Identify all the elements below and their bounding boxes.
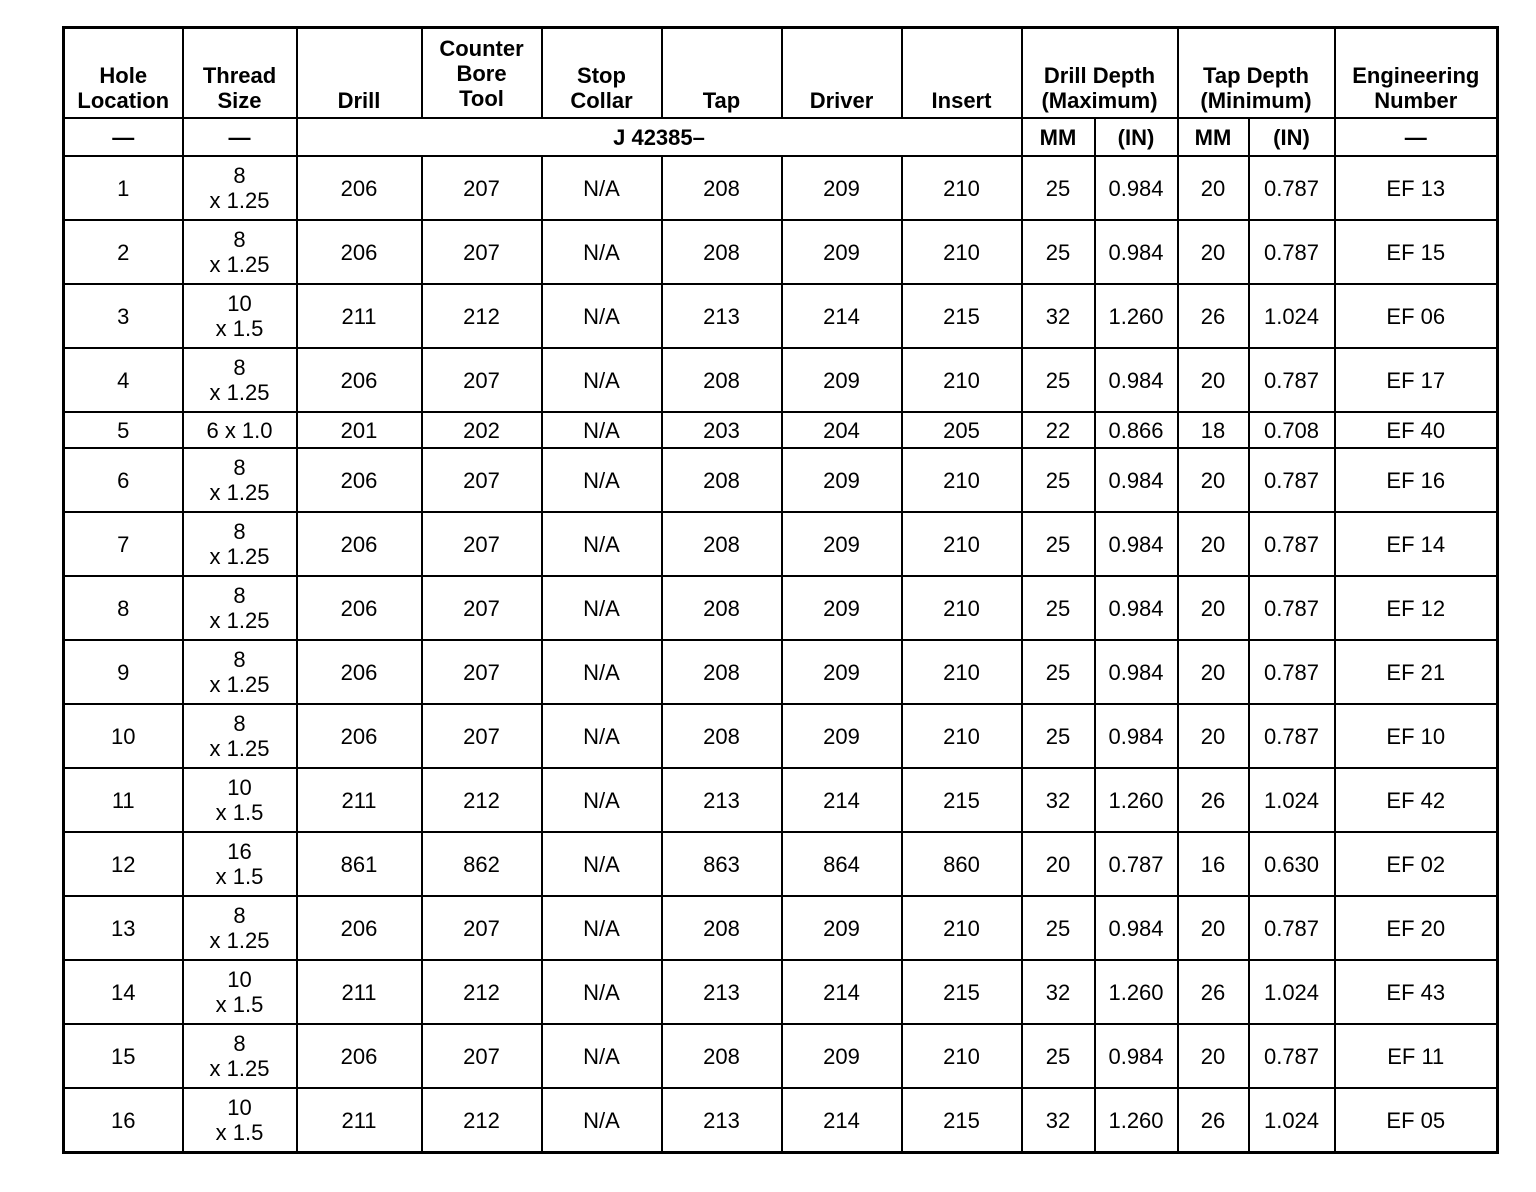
cell-tap-depth-in: 1.024 bbox=[1249, 284, 1335, 348]
cell-tap-depth-mm: 20 bbox=[1178, 220, 1249, 284]
cell-hole-location: 14 bbox=[64, 960, 183, 1024]
thread-size-value: 6 x 1.0 bbox=[206, 417, 273, 443]
cell-hole-location: 15 bbox=[64, 1024, 183, 1088]
cell-insert: 205 bbox=[902, 412, 1022, 448]
cell-thread-size bbox=[183, 640, 297, 704]
thread-size-value: 16 x 1.5 bbox=[215, 839, 264, 889]
cell-hole-location: 11 bbox=[64, 768, 183, 832]
cell-thread-size bbox=[183, 412, 297, 448]
cell-stop-collar: N/A bbox=[542, 704, 662, 768]
cell-drill-depth-in: 0.984 bbox=[1095, 1024, 1178, 1088]
cell-engineering-number: EF 21 bbox=[1335, 640, 1498, 704]
table-row bbox=[64, 640, 1498, 704]
thread-size-value: 10 x 1.5 bbox=[215, 291, 264, 341]
cell-stop-collar: N/A bbox=[542, 1024, 662, 1088]
cell-tap-depth-mm: 20 bbox=[1178, 512, 1249, 576]
cell-stop-collar: N/A bbox=[542, 896, 662, 960]
cell-tap: 208 bbox=[662, 512, 782, 576]
cell-drill-depth-mm: 22 bbox=[1022, 412, 1095, 448]
cell-drill-depth-mm: 25 bbox=[1022, 348, 1095, 412]
cell-drill: 206 bbox=[297, 156, 422, 220]
cell-counter-bore-tool: 207 bbox=[422, 348, 542, 412]
cell-drill-depth-in: 0.984 bbox=[1095, 896, 1178, 960]
cell-drill-depth-in: 0.984 bbox=[1095, 348, 1178, 412]
cell-stop-collar: N/A bbox=[542, 512, 662, 576]
cell-insert: 215 bbox=[902, 960, 1022, 1024]
cell-hole-location: 9 bbox=[64, 640, 183, 704]
cell-drill-depth-in: 0.866 bbox=[1095, 412, 1178, 448]
cell-counter-bore-tool: 207 bbox=[422, 576, 542, 640]
cell-tap-depth-in: 1.024 bbox=[1249, 960, 1335, 1024]
cell-tap-depth-in: 0.787 bbox=[1249, 704, 1335, 768]
cell-tap-depth-mm: 26 bbox=[1178, 1088, 1249, 1153]
cell-thread-size bbox=[183, 704, 297, 768]
cell-driver: 214 bbox=[782, 1088, 902, 1153]
col-header-stop-collar: Stop Collar bbox=[542, 28, 662, 119]
cell-drill-depth-mm: 25 bbox=[1022, 448, 1095, 512]
cell-tap-depth-mm: 26 bbox=[1178, 768, 1249, 832]
cell-tap-depth-in: 0.787 bbox=[1249, 640, 1335, 704]
cell-tap: 208 bbox=[662, 704, 782, 768]
cell-engineering-number: EF 16 bbox=[1335, 448, 1498, 512]
table-body bbox=[64, 156, 1498, 1153]
cell-thread-size bbox=[183, 896, 297, 960]
cell-counter-bore-tool: 207 bbox=[422, 448, 542, 512]
subheader-tool-prefix: J 42385– bbox=[297, 118, 1022, 156]
cell-tap-depth-in: 0.787 bbox=[1249, 348, 1335, 412]
cell-insert: 215 bbox=[902, 1088, 1022, 1153]
thread-size-value: 8 x 1.25 bbox=[209, 227, 270, 277]
cell-driver: 209 bbox=[782, 448, 902, 512]
cell-thread-size bbox=[183, 448, 297, 512]
cell-engineering-number: EF 11 bbox=[1335, 1024, 1498, 1088]
cell-engineering-number: EF 17 bbox=[1335, 348, 1498, 412]
subheader-thread-size: — bbox=[183, 118, 297, 156]
table-row bbox=[64, 1088, 1498, 1153]
cell-insert: 215 bbox=[902, 284, 1022, 348]
cell-counter-bore-tool: 207 bbox=[422, 1024, 542, 1088]
cell-counter-bore-tool: 207 bbox=[422, 896, 542, 960]
cell-stop-collar: N/A bbox=[542, 576, 662, 640]
cell-drill-depth-in: 0.984 bbox=[1095, 512, 1178, 576]
cell-thread-size bbox=[183, 960, 297, 1024]
cell-drill: 206 bbox=[297, 348, 422, 412]
cell-counter-bore-tool: 212 bbox=[422, 1088, 542, 1153]
thread-size-value: 8 x 1.25 bbox=[209, 163, 270, 213]
cell-tap-depth-in: 0.787 bbox=[1249, 448, 1335, 512]
cell-engineering-number: EF 06 bbox=[1335, 284, 1498, 348]
cell-counter-bore-tool: 212 bbox=[422, 284, 542, 348]
table-row bbox=[64, 448, 1498, 512]
cell-counter-bore-tool: 212 bbox=[422, 960, 542, 1024]
cell-drill: 206 bbox=[297, 220, 422, 284]
cell-engineering-number: EF 40 bbox=[1335, 412, 1498, 448]
cell-counter-bore-tool: 212 bbox=[422, 768, 542, 832]
cell-insert: 215 bbox=[902, 768, 1022, 832]
table-row bbox=[64, 832, 1498, 896]
cell-engineering-number: EF 10 bbox=[1335, 704, 1498, 768]
col-header-tap: Tap bbox=[662, 28, 782, 119]
col-header-drill-depth: Drill Depth (Maximum) bbox=[1022, 28, 1178, 119]
cell-insert: 210 bbox=[902, 896, 1022, 960]
thread-size-value: 10 x 1.5 bbox=[215, 967, 264, 1017]
cell-drill-depth-in: 0.984 bbox=[1095, 156, 1178, 220]
subheader-tap-depth-in: (IN) bbox=[1249, 118, 1335, 156]
table-row bbox=[64, 512, 1498, 576]
col-header-tap-depth: Tap Depth (Minimum) bbox=[1178, 28, 1335, 119]
cell-thread-size bbox=[183, 156, 297, 220]
cell-stop-collar: N/A bbox=[542, 448, 662, 512]
cell-tap: 208 bbox=[662, 576, 782, 640]
cell-tap-depth-mm: 20 bbox=[1178, 704, 1249, 768]
cell-drill-depth-in: 1.260 bbox=[1095, 960, 1178, 1024]
cell-drill: 211 bbox=[297, 768, 422, 832]
thread-size-value: 8 x 1.25 bbox=[209, 1031, 270, 1081]
cell-counter-bore-tool: 207 bbox=[422, 704, 542, 768]
cell-drill-depth-mm: 25 bbox=[1022, 220, 1095, 284]
cell-driver: 204 bbox=[782, 412, 902, 448]
cell-tap: 208 bbox=[662, 896, 782, 960]
cell-tap-depth-in: 0.787 bbox=[1249, 220, 1335, 284]
cell-insert: 210 bbox=[902, 448, 1022, 512]
cell-drill-depth-mm: 32 bbox=[1022, 768, 1095, 832]
cell-hole-location: 3 bbox=[64, 284, 183, 348]
cell-thread-size bbox=[183, 832, 297, 896]
cell-stop-collar: N/A bbox=[542, 412, 662, 448]
cell-hole-location: 12 bbox=[64, 832, 183, 896]
cell-tap-depth-mm: 16 bbox=[1178, 832, 1249, 896]
cell-tap: 208 bbox=[662, 448, 782, 512]
cell-drill-depth-mm: 20 bbox=[1022, 832, 1095, 896]
cell-stop-collar: N/A bbox=[542, 1088, 662, 1153]
cell-hole-location: 13 bbox=[64, 896, 183, 960]
cell-engineering-number: EF 05 bbox=[1335, 1088, 1498, 1153]
subheader-tap-depth-mm: MM bbox=[1178, 118, 1249, 156]
cell-thread-size bbox=[183, 512, 297, 576]
cell-drill-depth-mm: 25 bbox=[1022, 512, 1095, 576]
cell-driver: 209 bbox=[782, 640, 902, 704]
cell-drill-depth-mm: 32 bbox=[1022, 960, 1095, 1024]
cell-hole-location: 16 bbox=[64, 1088, 183, 1153]
table-row bbox=[64, 284, 1498, 348]
cell-drill: 206 bbox=[297, 448, 422, 512]
cell-driver: 214 bbox=[782, 768, 902, 832]
cell-tap-depth-in: 1.024 bbox=[1249, 1088, 1335, 1153]
cell-tap-depth-in: 0.708 bbox=[1249, 412, 1335, 448]
cell-insert: 210 bbox=[902, 1024, 1022, 1088]
cell-stop-collar: N/A bbox=[542, 348, 662, 412]
cell-drill-depth-in: 0.787 bbox=[1095, 832, 1178, 896]
cell-drill-depth-mm: 25 bbox=[1022, 640, 1095, 704]
unit-header-row bbox=[64, 118, 1498, 156]
cell-tap: 213 bbox=[662, 1088, 782, 1153]
cell-tap: 208 bbox=[662, 640, 782, 704]
cell-drill-depth-in: 1.260 bbox=[1095, 1088, 1178, 1153]
cell-tap-depth-mm: 20 bbox=[1178, 156, 1249, 220]
cell-drill: 211 bbox=[297, 284, 422, 348]
cell-tap: 208 bbox=[662, 220, 782, 284]
cell-driver: 209 bbox=[782, 704, 902, 768]
cell-tap-depth-mm: 20 bbox=[1178, 448, 1249, 512]
cell-tap-depth-mm: 20 bbox=[1178, 640, 1249, 704]
cell-drill-depth-mm: 25 bbox=[1022, 576, 1095, 640]
cell-hole-location: 8 bbox=[64, 576, 183, 640]
cell-insert: 210 bbox=[902, 512, 1022, 576]
cell-tap-depth-in: 0.787 bbox=[1249, 896, 1335, 960]
thread-size-value: 8 x 1.25 bbox=[209, 455, 270, 505]
table-row bbox=[64, 896, 1498, 960]
cell-engineering-number: EF 12 bbox=[1335, 576, 1498, 640]
cell-drill-depth-in: 0.984 bbox=[1095, 576, 1178, 640]
cell-counter-bore-tool: 202 bbox=[422, 412, 542, 448]
cell-drill-depth-in: 0.984 bbox=[1095, 220, 1178, 284]
cell-drill: 206 bbox=[297, 640, 422, 704]
cell-tap: 863 bbox=[662, 832, 782, 896]
column-header-row bbox=[64, 28, 1498, 119]
thread-size-value: 8 x 1.25 bbox=[209, 519, 270, 569]
cell-tap: 203 bbox=[662, 412, 782, 448]
cell-drill-depth-mm: 32 bbox=[1022, 284, 1095, 348]
cell-stop-collar: N/A bbox=[542, 768, 662, 832]
cell-engineering-number: EF 20 bbox=[1335, 896, 1498, 960]
cell-drill: 206 bbox=[297, 576, 422, 640]
table-row bbox=[64, 348, 1498, 412]
thread-size-value: 8 x 1.25 bbox=[209, 711, 270, 761]
subheader-drill-depth-mm: MM bbox=[1022, 118, 1095, 156]
cell-driver: 209 bbox=[782, 1024, 902, 1088]
cell-thread-size bbox=[183, 768, 297, 832]
cell-insert: 860 bbox=[902, 832, 1022, 896]
table-row bbox=[64, 220, 1498, 284]
cell-thread-size bbox=[183, 1024, 297, 1088]
cell-counter-bore-tool: 207 bbox=[422, 220, 542, 284]
cell-driver: 209 bbox=[782, 896, 902, 960]
subheader-hole-location: — bbox=[64, 118, 183, 156]
col-header-drill: Drill bbox=[297, 28, 422, 119]
cell-engineering-number: EF 14 bbox=[1335, 512, 1498, 576]
cell-thread-size bbox=[183, 576, 297, 640]
cell-tap-depth-in: 0.787 bbox=[1249, 1024, 1335, 1088]
cell-drill: 201 bbox=[297, 412, 422, 448]
cell-stop-collar: N/A bbox=[542, 960, 662, 1024]
col-header-hole-location: Hole Location bbox=[64, 28, 183, 119]
cell-drill-depth-in: 0.984 bbox=[1095, 448, 1178, 512]
cell-tap-depth-mm: 20 bbox=[1178, 1024, 1249, 1088]
cell-hole-location: 7 bbox=[64, 512, 183, 576]
tool-specification-sheet bbox=[62, 26, 1496, 1154]
cell-tap: 213 bbox=[662, 768, 782, 832]
table-row bbox=[64, 576, 1498, 640]
cell-tap: 208 bbox=[662, 156, 782, 220]
cell-drill: 206 bbox=[297, 896, 422, 960]
cell-hole-location: 2 bbox=[64, 220, 183, 284]
col-header-driver: Driver bbox=[782, 28, 902, 119]
cell-stop-collar: N/A bbox=[542, 284, 662, 348]
cell-tap: 208 bbox=[662, 1024, 782, 1088]
cell-hole-location: 4 bbox=[64, 348, 183, 412]
cell-stop-collar: N/A bbox=[542, 640, 662, 704]
cell-drill: 861 bbox=[297, 832, 422, 896]
cell-engineering-number: EF 43 bbox=[1335, 960, 1498, 1024]
cell-stop-collar: N/A bbox=[542, 220, 662, 284]
cell-driver: 214 bbox=[782, 284, 902, 348]
subheader-engineering-number: — bbox=[1335, 118, 1498, 156]
cell-insert: 210 bbox=[902, 704, 1022, 768]
cell-drill-depth-in: 1.260 bbox=[1095, 768, 1178, 832]
thread-size-value: 10 x 1.5 bbox=[215, 775, 264, 825]
table-row bbox=[64, 960, 1498, 1024]
thread-size-value: 8 x 1.25 bbox=[209, 647, 270, 697]
cell-thread-size bbox=[183, 1088, 297, 1153]
cell-insert: 210 bbox=[902, 576, 1022, 640]
cell-engineering-number: EF 02 bbox=[1335, 832, 1498, 896]
cell-counter-bore-tool: 207 bbox=[422, 156, 542, 220]
tool-spec-table bbox=[62, 26, 1499, 1154]
cell-drill: 206 bbox=[297, 704, 422, 768]
cell-drill-depth-mm: 25 bbox=[1022, 896, 1095, 960]
cell-tap-depth-in: 0.787 bbox=[1249, 156, 1335, 220]
table-row bbox=[64, 704, 1498, 768]
cell-hole-location: 10 bbox=[64, 704, 183, 768]
cell-tap-depth-in: 0.787 bbox=[1249, 512, 1335, 576]
cell-driver: 209 bbox=[782, 156, 902, 220]
cell-hole-location: 1 bbox=[64, 156, 183, 220]
cell-counter-bore-tool: 207 bbox=[422, 512, 542, 576]
cell-thread-size bbox=[183, 284, 297, 348]
thread-size-value: 8 x 1.25 bbox=[209, 583, 270, 633]
col-header-engineering-number: Engineering Number bbox=[1335, 28, 1498, 119]
cell-driver: 209 bbox=[782, 576, 902, 640]
cell-drill: 206 bbox=[297, 1024, 422, 1088]
cell-engineering-number: EF 42 bbox=[1335, 768, 1498, 832]
table-row bbox=[64, 768, 1498, 832]
cell-thread-size bbox=[183, 220, 297, 284]
table-row bbox=[64, 156, 1498, 220]
cell-tap-depth-in: 0.630 bbox=[1249, 832, 1335, 896]
cell-tap-depth-mm: 18 bbox=[1178, 412, 1249, 448]
cell-stop-collar: N/A bbox=[542, 832, 662, 896]
cell-tap-depth-mm: 20 bbox=[1178, 348, 1249, 412]
cell-tap: 213 bbox=[662, 284, 782, 348]
col-header-thread-size: Thread Size bbox=[183, 28, 297, 119]
cell-tap-depth-in: 0.787 bbox=[1249, 576, 1335, 640]
thread-size-value: 8 x 1.25 bbox=[209, 903, 270, 953]
cell-drill-depth-in: 0.984 bbox=[1095, 640, 1178, 704]
cell-tap-depth-mm: 20 bbox=[1178, 576, 1249, 640]
cell-insert: 210 bbox=[902, 348, 1022, 412]
cell-drill-depth-mm: 32 bbox=[1022, 1088, 1095, 1153]
col-header-insert: Insert bbox=[902, 28, 1022, 119]
cell-tap: 213 bbox=[662, 960, 782, 1024]
cell-driver: 209 bbox=[782, 220, 902, 284]
cell-drill: 211 bbox=[297, 1088, 422, 1153]
cell-tap-depth-mm: 20 bbox=[1178, 896, 1249, 960]
cell-insert: 210 bbox=[902, 640, 1022, 704]
cell-counter-bore-tool: 207 bbox=[422, 640, 542, 704]
cell-counter-bore-tool: 862 bbox=[422, 832, 542, 896]
cell-insert: 210 bbox=[902, 156, 1022, 220]
thread-size-value: 10 x 1.5 bbox=[215, 1095, 264, 1145]
cell-driver: 214 bbox=[782, 960, 902, 1024]
cell-hole-location: 5 bbox=[64, 412, 183, 448]
cell-drill-depth-mm: 25 bbox=[1022, 704, 1095, 768]
cell-tap-depth-mm: 26 bbox=[1178, 960, 1249, 1024]
cell-tap: 208 bbox=[662, 348, 782, 412]
cell-drill-depth-mm: 25 bbox=[1022, 1024, 1095, 1088]
cell-stop-collar: N/A bbox=[542, 156, 662, 220]
cell-drill: 211 bbox=[297, 960, 422, 1024]
cell-drill-depth-mm: 25 bbox=[1022, 156, 1095, 220]
subheader-drill-depth-in: (IN) bbox=[1095, 118, 1178, 156]
cell-driver: 209 bbox=[782, 512, 902, 576]
cell-driver: 209 bbox=[782, 348, 902, 412]
cell-engineering-number: EF 15 bbox=[1335, 220, 1498, 284]
cell-tap-depth-in: 1.024 bbox=[1249, 768, 1335, 832]
col-header-counter-bore-tool: Counter Bore Tool bbox=[422, 28, 542, 119]
thread-size-value: 8 x 1.25 bbox=[209, 355, 270, 405]
cell-drill: 206 bbox=[297, 512, 422, 576]
cell-hole-location: 6 bbox=[64, 448, 183, 512]
cell-drill-depth-in: 1.260 bbox=[1095, 284, 1178, 348]
cell-driver: 864 bbox=[782, 832, 902, 896]
cell-thread-size bbox=[183, 348, 297, 412]
table-row bbox=[64, 412, 1498, 448]
table-row bbox=[64, 1024, 1498, 1088]
cell-drill-depth-in: 0.984 bbox=[1095, 704, 1178, 768]
cell-insert: 210 bbox=[902, 220, 1022, 284]
cell-tap-depth-mm: 26 bbox=[1178, 284, 1249, 348]
cell-engineering-number: EF 13 bbox=[1335, 156, 1498, 220]
